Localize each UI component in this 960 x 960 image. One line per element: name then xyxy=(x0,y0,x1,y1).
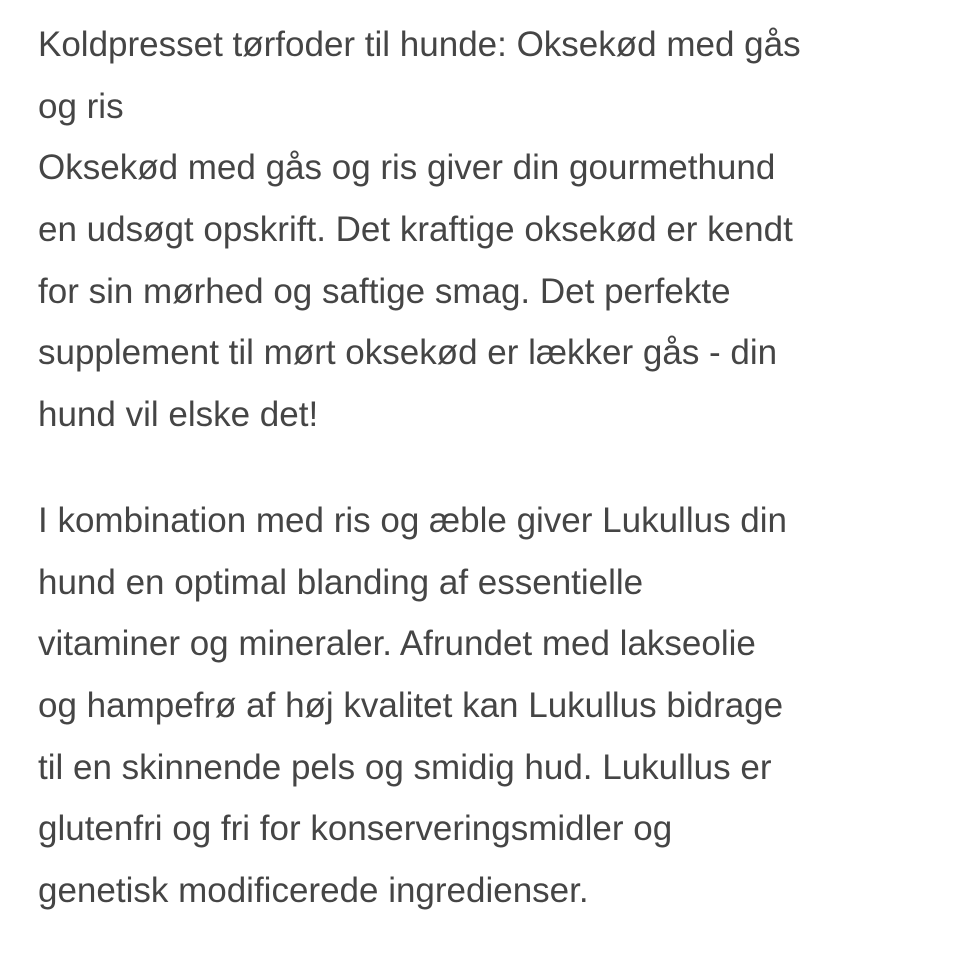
paragraph-line: en udsøgt opskrift. Det kraftige oksekød er kendt xyxy=(38,210,793,250)
paragraph-line: hund en optimal blanding af essentielle xyxy=(38,562,644,602)
paragraph-line: vitaminer og mineraler. Afrundet med lakseolie xyxy=(38,624,756,664)
title-and-intro xyxy=(38,14,938,446)
description-paragraph-2 xyxy=(38,490,938,922)
paragraph-line: supplement til mørt oksekød er lækker gås - din xyxy=(38,333,778,373)
paragraph-line: og hampefrø af høj kvalitet kan Lukullus bidrage xyxy=(38,685,784,725)
paragraph-line: hund vil elske det! xyxy=(38,395,319,435)
paragraph-line: for sin mørhed og saftige smag. Det perfekte xyxy=(38,271,731,311)
paragraph-line: glutenfri og fri for konserveringsmidler og xyxy=(38,809,673,849)
product-description xyxy=(38,14,938,922)
product-title-line: og ris xyxy=(38,86,124,126)
paragraph-line: genetisk modificerede ingredienser. xyxy=(38,870,589,910)
paragraph-line: Oksekød med gås og ris giver din gourmethund xyxy=(38,148,776,188)
paragraph-line: til en skinnende pels og smidig hud. Lukullus er xyxy=(38,747,772,787)
paragraph-line: I kombination med ris og æble giver Lukullus din xyxy=(38,500,787,540)
product-title-line: Koldpresset tørfoder til hunde: Oksekød med gås xyxy=(38,25,801,64)
